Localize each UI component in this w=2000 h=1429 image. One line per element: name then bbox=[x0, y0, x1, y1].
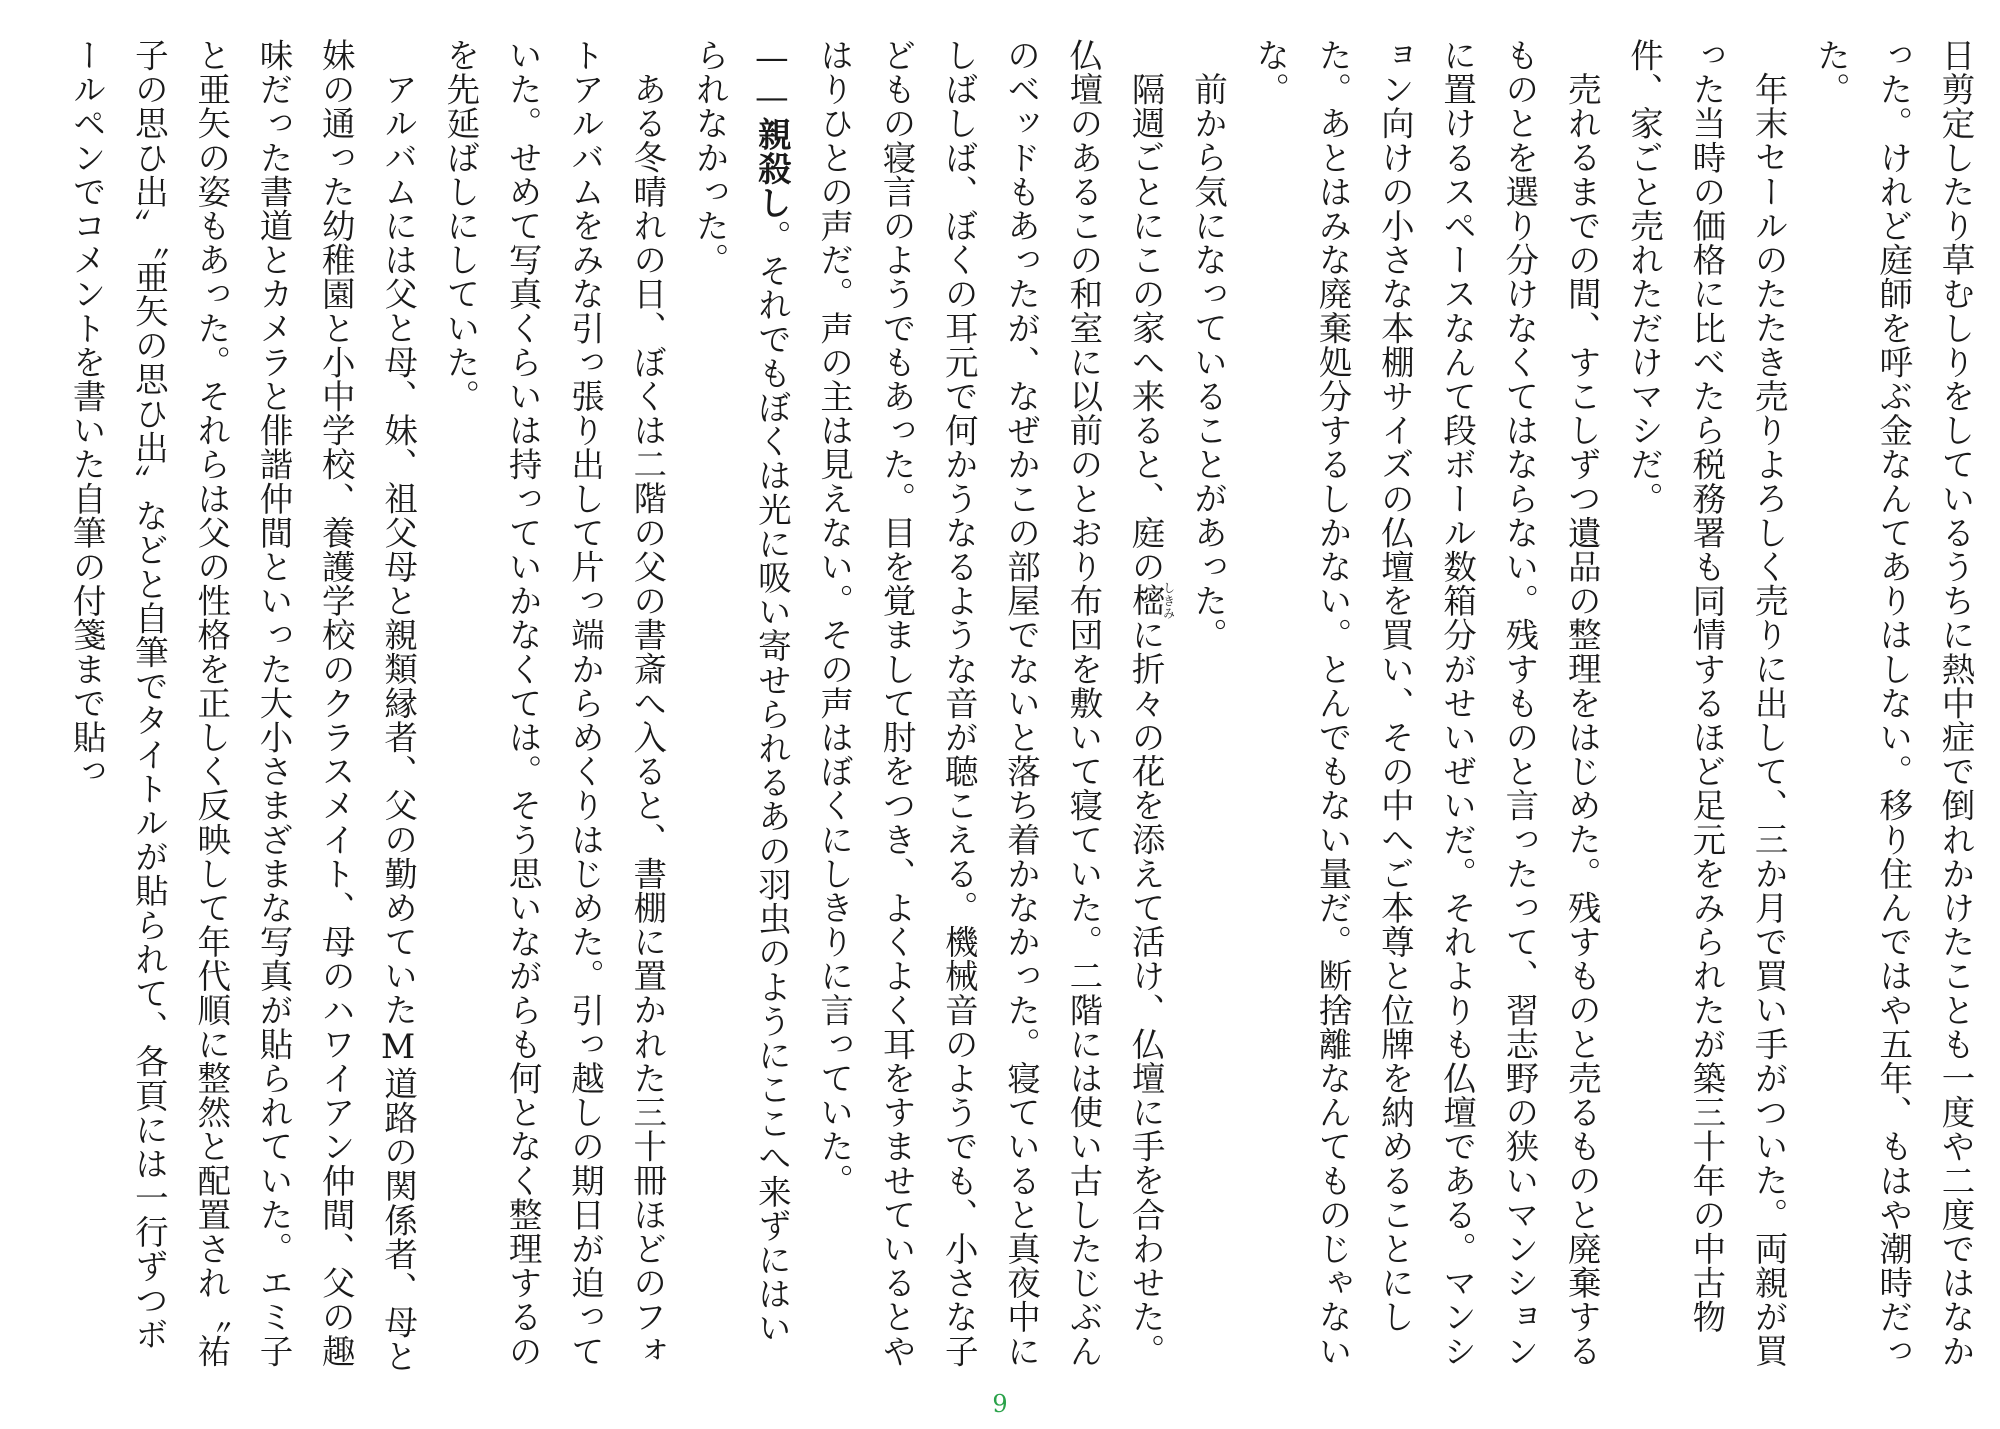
paragraph-2 bbox=[1612, 38, 1799, 1378]
paragraph-text: に折々の花を添えて活け、仏壇に手を合わせた。仏壇のあるこの和室に以前のとおり布団を敷いて寝ていた。二階には使い古したじぶんのベッドもあったが、なぜかこの部屋でないと落ち着かなかった。寝ていると真夜中にしばしば、ぼくの耳元で何かうなるような音が聴こえる。機械音のようでも、小さな子どもの寝言のようでもあった。目を覚まして肘をつき、よくよく耳をすませているとやはりひとの声だ。声の主は見えない。その声はぼくにしきりに言っていた。 bbox=[814, 38, 1166, 1368]
paragraph-text: 売れるまでの間、すこしずつ遺品の整理をはじめた。残すものと売るものと廃棄するものとを選り分けなくてはならない。残すものと言ったって、習志野の狭いマンションに置けるスペースなんて段ボール数箱分がせいぜいだ。それよりも仏壇である。マンション向けの小さな本棚サイズの仏壇を買い、その中へご本尊と位牌を納めることにした。あとはみな廃棄処分するしかない。とんでもない量だ。断捨離なんてものじゃないな。 bbox=[1250, 38, 1602, 1368]
paragraph-text: 年末セールのたたき売りよろしく売りに出して、三か月で買い手がついた。両親が買った当時の価格に比べたら税務署も同情するほど足元をみられたが築三十年の中古物件、家ごと売れただけマシだ。 bbox=[1624, 38, 1789, 1368]
ruby-reading: しきみ bbox=[1161, 581, 1176, 619]
paragraph-text: アルバムには父と母、妹、祖父母と親類縁者、父の勤めていたM道路の関係者、母と妹の通った幼稚園と小中学校、養護学校のクラスメイト、母のハワイアン仲間、父の趣味だった書道とカメラと俳諧仲間といった大小さまざまな写真が貼られていた。エミ子と亜矢の姿もあった。それらは父の性格を正しく反映して年代順に整然と配置され〝祐子の思ひ出〟〝亜矢の思ひ出〟などと自筆でタイトルが貼られて、各頁には一行ずつボールペンでコメントを書いた自筆の付箋まで貼っ bbox=[67, 38, 418, 1373]
paragraph-7 bbox=[429, 38, 678, 1378]
paragraph-text: 。それでもぼくは光に吸い寄せられるあの羽虫のようにここへ来ずにはいられなかった。 bbox=[690, 38, 792, 1345]
paragraph-4 bbox=[1176, 38, 1238, 1378]
paragraph-text: ある冬晴れの日、ぼくは二階の父の書斎へ入ると、書棚に置かれた三十冊ほどのフォトアルバムをみな引っ張り出して片っ端からめくりはじめた。引っ越しの期日が迫っていた。せめて写真くらいは持っていかなくては。そう思いながらも何となく整理するのを先延ばしにしていた。 bbox=[440, 38, 667, 1368]
emphasized-phrase: 親殺し bbox=[752, 117, 792, 220]
paragraph-8 bbox=[55, 38, 429, 1378]
paragraph-5 bbox=[802, 38, 1176, 1378]
paragraph-1 bbox=[1799, 38, 1986, 1378]
paragraph-3 bbox=[1238, 38, 1612, 1378]
em-dash: —— bbox=[752, 38, 792, 118]
page-number: 9 bbox=[992, 1390, 1008, 1418]
paragraph-text: 隔週ごとにこの家へ来ると、庭の bbox=[1126, 71, 1166, 583]
paragraph-text: 前から気になっていることがあった。 bbox=[1188, 71, 1228, 652]
paragraph-text: 日剪定したり草むしりをしているうちに熱中症で倒れかけたことも一度や二度ではなかった。けれど庭師を呼ぶ金なんてありはしない。移り住んではや五年、もはや潮時だった。 bbox=[1811, 38, 1975, 1368]
paragraph-6 bbox=[678, 38, 803, 1378]
ruby-annotation bbox=[1126, 581, 1176, 619]
ruby-base: 樒 bbox=[1126, 581, 1166, 619]
vertical-text-body bbox=[11, 38, 1986, 1378]
